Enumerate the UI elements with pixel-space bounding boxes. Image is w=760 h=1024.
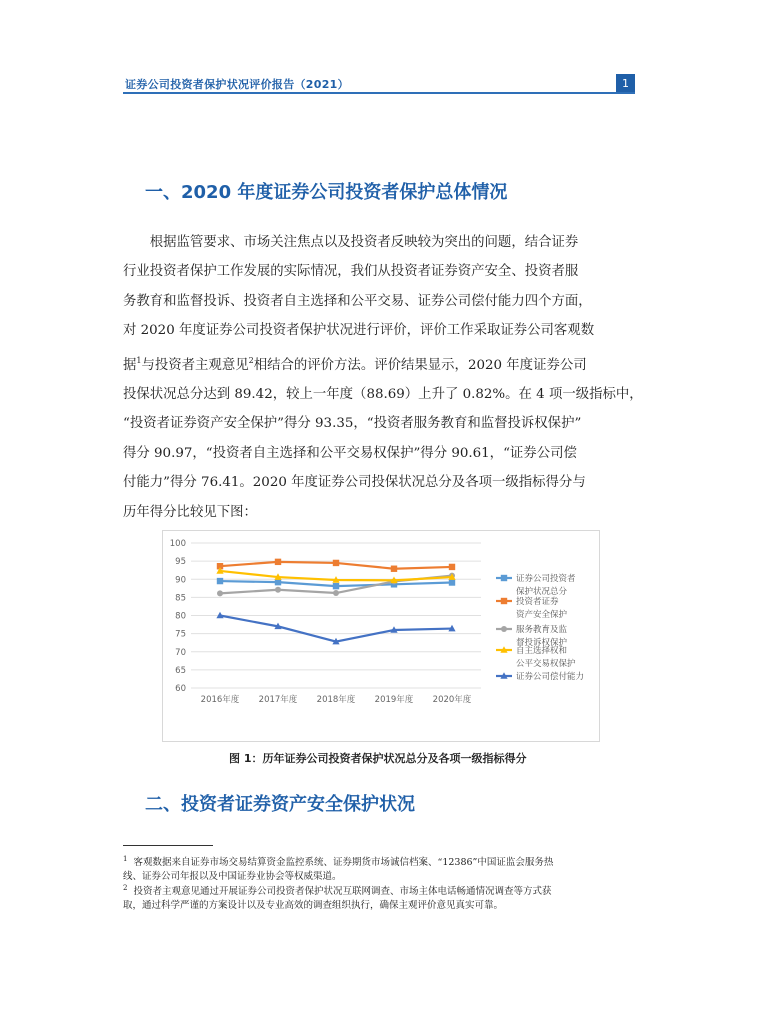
x-tick-label: 2020年度 — [432, 695, 472, 705]
y-tick-label: 75 — [175, 629, 186, 640]
footnote-rule — [123, 845, 213, 846]
legend-label: 督投诉权保护 — [516, 638, 568, 648]
figure-caption: 图 1：历年证券公司投资者保护状况总分及各项一级指标得分 — [229, 752, 527, 765]
paragraph-line: 对 2020 年度证券公司投资者保护状况进行评价，评价工作采取证券公司客观数 — [123, 323, 595, 339]
data-point — [217, 590, 223, 596]
paragraph-line-footnoted: 据$^1$与投资者主观意见$^2$相结合的评价方法。评价结果显示，2020 年度证券公司 — [123, 355, 587, 373]
paragraph-line: 行业投资者保护工作发展的实际情况，我们从投资者证券资产安全、投资者服 — [123, 264, 579, 280]
header-title: 证券公司投资者保护状况评价报告（2021） — [125, 78, 349, 91]
x-tick-label: 2018年度 — [316, 695, 356, 705]
paragraph-line: 历年得分比较见下图： — [123, 504, 257, 520]
footnote-number: 1 — [123, 855, 128, 863]
y-tick-label: 100 — [169, 539, 186, 549]
y-tick-label: 80 — [175, 611, 186, 622]
paragraph-line: 根据监管要求、市场关注焦点以及投资者反映较为突出的问题，结合证券 — [123, 235, 579, 250]
data-point — [333, 583, 339, 589]
data-point — [333, 590, 339, 596]
legend-label: 证券公司偿付能力 — [516, 672, 585, 682]
y-tick-label: 90 — [175, 575, 186, 586]
legend-label: 证券公司投资者 — [516, 574, 576, 584]
paragraph-line: 投保状况总分达到 89.42，较上一年度（88.69）上升了 0.82%。在 4 项一级指标中， — [123, 387, 643, 403]
x-tick-label: 2019年度 — [374, 695, 414, 705]
data-point — [501, 598, 507, 604]
line-chart — [163, 531, 599, 741]
section1-paragraph — [123, 228, 643, 527]
x-tick-label: 2016年度 — [200, 695, 240, 705]
footnote-text: 取，通过科学严谨的方案设计以及专业高效的调查组织执行，确保主观评价意见真实可靠。 — [123, 900, 504, 911]
y-tick-label: 95 — [175, 557, 186, 568]
header-rule — [123, 92, 635, 94]
paragraph-line: 得分 90.97，“投资者自主选择和公平交易权保护”得分 90.61，“证券公司偿 — [123, 445, 577, 461]
legend-label: 自主选择权和 — [516, 646, 568, 656]
series-line — [220, 616, 452, 642]
legend-label: 投资者证券 — [516, 597, 559, 607]
chart-container — [162, 530, 600, 742]
data-point — [275, 559, 281, 565]
data-point — [501, 626, 507, 632]
paragraph-line: “投资者证券资产安全保护”得分 93.35，“投资者服务教育和监督投诉权保护” — [123, 416, 582, 432]
y-tick-label: 85 — [175, 593, 186, 604]
legend-label: 保护状况总分 — [516, 587, 568, 597]
footnote-ref-1[interactable]: 1 — [136, 355, 142, 365]
y-tick-label: 65 — [175, 665, 186, 676]
data-point — [391, 566, 397, 572]
section2-heading: 二、投资者证券资产安全保护状况 — [145, 794, 415, 815]
page-number: 1 — [616, 74, 635, 94]
data-point — [217, 578, 223, 584]
data-point — [275, 579, 281, 585]
data-point — [449, 564, 455, 570]
legend-label: 资产安全保护 — [516, 610, 568, 620]
footnote-2 — [123, 881, 623, 913]
footnote-number: 2 — [123, 884, 128, 892]
footnote-text: 投资者主观意见通过开展证券公司投资者保护状况互联网调查、市场主体电话畅通情况调查等方式获 — [133, 886, 552, 897]
footnote-text: 客观数据来自证券市场交易结算资金监控系统、证券期货市场诚信档案、“12386”中国证监会服务热 — [133, 857, 554, 868]
y-tick-label: 60 — [175, 684, 186, 694]
section1-heading: 一、2020 年度证券公司投资者保护总体情况 — [145, 182, 508, 203]
data-point — [449, 579, 455, 585]
data-point — [275, 587, 281, 593]
data-point — [501, 575, 507, 581]
footnote-ref-2[interactable]: 2 — [248, 355, 254, 365]
paragraph-line: 务教育和监督投诉、投资者自主选择和公平交易、证券公司偿付能力四个方面， — [123, 293, 592, 309]
y-tick-label: 70 — [175, 647, 186, 658]
legend-label: 服务教育及监 — [516, 625, 568, 635]
data-point — [333, 560, 339, 566]
x-tick-label: 2017年度 — [258, 695, 298, 705]
footnote-text: 线、证券公司年报以及中国证券业协会等权威渠道。 — [123, 871, 342, 882]
legend-label: 公平交易权保护 — [516, 659, 576, 669]
footnote-1 — [123, 852, 623, 884]
paragraph-line: 付能力”得分 76.41。2020 年度证券公司投保状况总分及各项一级指标得分与 — [123, 475, 586, 491]
